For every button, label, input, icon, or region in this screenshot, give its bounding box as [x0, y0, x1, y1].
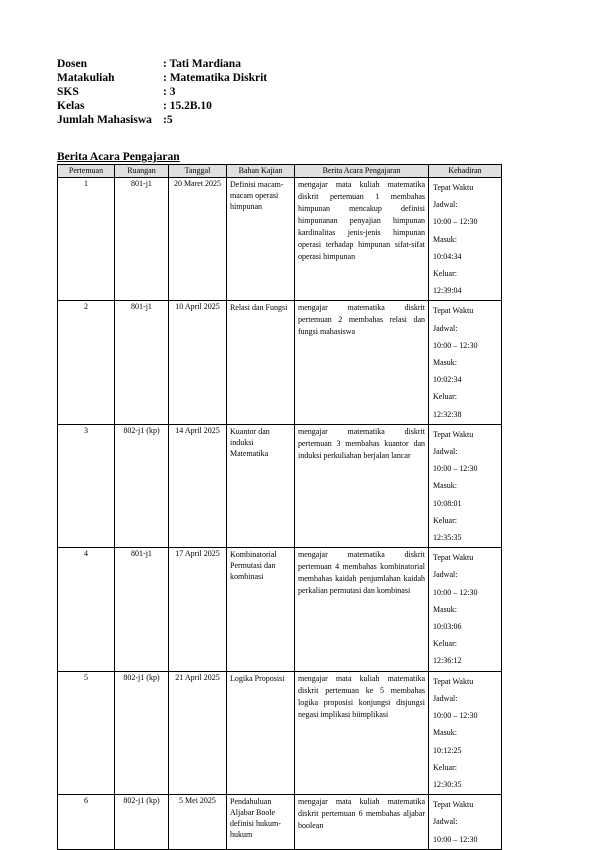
cell-tanggal: 17 April 2025: [169, 548, 227, 671]
kehadiran-jadwal: 10:00 – 12:30: [433, 834, 478, 844]
kehadiran-status: Tepat Waktu: [433, 553, 474, 563]
info-value: :5: [163, 114, 173, 126]
table-row: [58, 548, 502, 671]
kehadiran-jadwal-label: Jadwal:: [433, 693, 458, 703]
cell-bahan-kajian: Logika Proposisi: [227, 671, 295, 794]
cell-berita-acara: mengajar matematika diskrit pertemuan 3 membahas kuantor dan induksi perkuliahan berjalan lancar: [295, 424, 429, 547]
kehadiran-keluar-label: Keluar:: [433, 762, 457, 772]
info-value: : Tati Mardiana: [163, 58, 241, 70]
course-info: [57, 57, 267, 127]
kehadiran-jadwal-label: Jadwal:: [433, 323, 458, 333]
cell-berita-acara: mengajar mata kuliah matematika diskrit pertemuan ke 5 membahas logika proposisi konjungsi disjungsi negasi implikasi biimplikasi: [295, 671, 429, 794]
kehadiran-keluar: 12:36:12: [433, 656, 462, 666]
table-row: [58, 178, 502, 301]
table-row: [58, 301, 502, 424]
cell-berita-acara: mengajar mata kuliah matematika diskrit pertemuan 1 membahas himpunan mencakup definisi himpunanan penyajian himpunan kardinalitas jenis-jenis himpunan operasi terhadap himpunan sifat-sifat operasi himpunan: [295, 178, 429, 301]
kehadiran-masuk: 10:04:34: [433, 251, 462, 261]
cell-tanggal: 5 Mei 2025: [169, 795, 227, 850]
kehadiran-keluar: 12:30:35: [433, 779, 462, 789]
kehadiran-keluar-label: Keluar:: [433, 392, 457, 402]
cell-bahan-kajian: Pendahuluan Aljabar Boole definisi hukum-hukum: [227, 795, 295, 850]
kehadiran-jadwal-label: Jadwal:: [433, 570, 458, 580]
cell-ruangan: 802-j1 (kp): [115, 795, 169, 850]
kehadiran-masuk-label: Masuk:: [433, 358, 457, 368]
kehadiran-jadwal-label: Jadwal:: [433, 817, 458, 827]
cell-pertemuan: 6: [58, 795, 115, 850]
kehadiran-status: Tepat Waktu: [433, 183, 474, 192]
kehadiran-status: Tepat Waktu: [433, 800, 474, 810]
info-label: SKS: [57, 86, 79, 98]
kehadiran-masuk-label: Masuk:: [433, 234, 457, 244]
kehadiran-masuk: 10:02:34: [433, 375, 462, 385]
kehadiran-status: Tepat Waktu: [433, 676, 474, 686]
header-ruangan: Ruangan: [115, 165, 169, 178]
cell-pertemuan: 4: [58, 548, 115, 671]
header-berita-acara: Berita Acara Pengajaran: [295, 165, 429, 178]
cell-ruangan: 801-j1: [115, 301, 169, 424]
kehadiran-masuk: 10:03:06: [433, 622, 462, 632]
cell-tanggal: 20 Maret 2025: [169, 178, 227, 301]
kehadiran-keluar: 12:35:35: [433, 533, 462, 543]
table-body: [58, 178, 502, 850]
cell-pertemuan: 3: [58, 424, 115, 547]
cell-kehadiran: [429, 671, 502, 794]
attendance-table: [57, 164, 502, 850]
cell-berita-acara: mengajar mata kuliah matematika diskrit pertemuan 6 membahas aljabar boolean: [295, 795, 429, 850]
cell-ruangan: 802-j1 (kp): [115, 424, 169, 547]
kehadiran-masuk-label: Masuk:: [433, 604, 457, 614]
cell-bahan-kajian: Kombinatorial Permutasi dan kombinasi: [227, 548, 295, 671]
table-row: [58, 795, 502, 850]
info-value: : 3: [163, 86, 176, 98]
cell-kehadiran: [429, 424, 502, 547]
kehadiran-masuk-label: Masuk:: [433, 728, 457, 738]
kehadiran-keluar-label: Keluar:: [433, 269, 457, 279]
kehadiran-jadwal: 10:00 – 12:30: [433, 711, 478, 721]
cell-berita-acara: mengajar matematika diskrit pertemuan 4 membahas kombinatorial membahas kaidah penjumlahan kaidah perkalian permutasi dan kombinasi: [295, 548, 429, 671]
table-header-row: [58, 165, 502, 178]
kehadiran-jadwal: 10:00 – 12:30: [433, 464, 478, 474]
section-title: Berita Acara Pengajaran: [57, 151, 180, 163]
kehadiran-status: Tepat Waktu: [433, 429, 474, 439]
cell-kehadiran: [429, 301, 502, 424]
info-value: : Matematika Diskrit: [163, 72, 268, 84]
info-label: Jumlah Mahasiswa: [57, 114, 152, 126]
header-bahan-kajian: Bahan Kajian: [227, 165, 295, 178]
kehadiran-jadwal: 10:00 – 12:30: [433, 217, 478, 227]
header-kehadiran: Kehadiran: [429, 165, 502, 178]
cell-ruangan: 802-j1 (kp): [115, 671, 169, 794]
cell-tanggal: 21 April 2025: [169, 671, 227, 794]
kehadiran-keluar-label: Keluar:: [433, 515, 457, 525]
cell-bahan-kajian: Kuantor dan induksi Matematika: [227, 424, 295, 547]
info-label: Kelas: [57, 100, 85, 112]
cell-ruangan: 801-j1: [115, 548, 169, 671]
info-row-dosen: [57, 57, 267, 71]
info-row-matakuliah: [57, 71, 267, 85]
cell-tanggal: 14 April 2025: [169, 424, 227, 547]
table-row: [58, 424, 502, 547]
kehadiran-status: Tepat Waktu: [433, 306, 474, 316]
header-tanggal: Tanggal: [169, 165, 227, 178]
cell-ruangan: 801-j1: [115, 178, 169, 301]
kehadiran-keluar: 12:32:38: [433, 409, 462, 419]
kehadiran-jadwal-label: Jadwal:: [433, 200, 458, 210]
info-value: : 15.2B.10: [163, 100, 212, 112]
cell-bahan-kajian: Relasi dan Fungsi: [227, 301, 295, 424]
kehadiran-masuk: 10:12:25: [433, 745, 462, 755]
info-label: Dosen: [57, 58, 88, 70]
info-row-jumlah-mahasiswa: [57, 113, 267, 127]
header-pertemuan: Pertemuan: [58, 165, 115, 178]
cell-kehadiran: [429, 178, 502, 301]
kehadiran-jadwal: 10:00 – 12:30: [433, 340, 478, 350]
cell-tanggal: 10 April 2025: [169, 301, 227, 424]
kehadiran-jadwal: 10:00 – 12:30: [433, 587, 478, 597]
kehadiran-jadwal-label: Jadwal:: [433, 447, 458, 457]
cell-pertemuan: 1: [58, 178, 115, 301]
table-row: [58, 671, 502, 794]
cell-pertemuan: 5: [58, 671, 115, 794]
info-row-kelas: [57, 99, 267, 113]
cell-bahan-kajian: Definisi macam-macam operasi himpunan: [227, 178, 295, 301]
kehadiran-masuk: 10:08:01: [433, 498, 462, 508]
kehadiran-masuk-label: Masuk:: [433, 481, 457, 491]
cell-kehadiran: [429, 548, 502, 671]
kehadiran-keluar-label: Keluar:: [433, 639, 457, 649]
cell-pertemuan: 2: [58, 301, 115, 424]
kehadiran-keluar: 12:39:04: [433, 286, 462, 296]
info-row-sks: [57, 85, 267, 99]
info-label: Matakuliah: [57, 72, 115, 84]
cell-berita-acara: mengajar matematika diskrit pertemuan 2 membahas relasi dan fungsi mahasiswa: [295, 301, 429, 424]
cell-kehadiran: [429, 795, 502, 850]
